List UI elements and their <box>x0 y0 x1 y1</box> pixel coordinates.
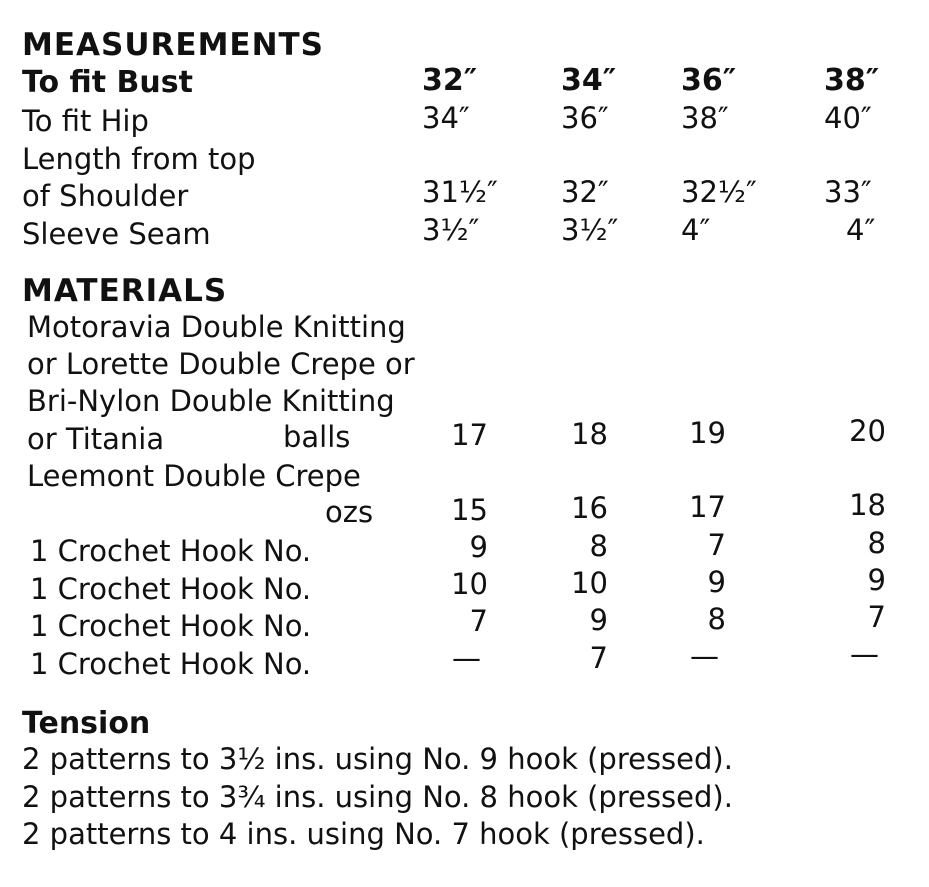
titania-unit: balls <box>283 420 351 454</box>
sleeve-label: Sleeve Seam <box>22 217 211 251</box>
hook-value: — <box>690 639 719 673</box>
sleeve-value: 3½″ <box>561 213 619 247</box>
materials-heading: MATERIALS <box>22 273 228 309</box>
tension-line: 2 patterns to 3¾ ins. using No. 8 hook (pressed). <box>22 780 733 814</box>
hook-value: 7 <box>589 641 608 675</box>
hip-value: 38″ <box>681 101 729 135</box>
tension-heading: Tension <box>22 706 151 741</box>
length-value: 33″ <box>824 175 872 209</box>
length-value: 31½″ <box>422 175 498 209</box>
hook-value: 9 <box>469 530 488 564</box>
titania-value: 18 <box>571 417 608 451</box>
hook-value: — <box>850 637 879 671</box>
hook-label: 1 Crochet Hook No. <box>30 534 312 568</box>
hook-value: 10 <box>451 567 488 601</box>
length-value: 32″ <box>561 175 609 209</box>
sleeve-value: 3½″ <box>422 213 480 247</box>
hook-value: 10 <box>571 566 608 600</box>
hook-value: 9 <box>867 563 886 597</box>
yarn-line: Motoravia Double Knitting <box>27 310 406 344</box>
titania-value: 19 <box>689 416 726 450</box>
yarn-line: or Lorette Double Crepe or <box>27 347 415 381</box>
hook-value: 7 <box>707 528 726 562</box>
bust-value: 38″ <box>824 63 880 98</box>
leemont-value: 18 <box>849 488 886 522</box>
titania-label: or Titania <box>27 422 165 456</box>
hook-label: 1 Crochet Hook No. <box>30 572 312 606</box>
hook-value: 7 <box>469 604 488 638</box>
bust-label: To fit Bust <box>22 65 193 100</box>
length-label: Length from top <box>22 142 256 176</box>
bust-value: 32″ <box>422 63 478 98</box>
leemont-value: 16 <box>571 491 608 525</box>
bust-value: 34″ <box>561 63 617 98</box>
length-value: 32½″ <box>681 175 757 209</box>
hip-value: 34″ <box>422 101 470 135</box>
yarn-line: Bri-Nylon Double Knitting <box>27 384 395 418</box>
hook-value: 9 <box>707 565 726 599</box>
hook-value: 7 <box>867 600 886 634</box>
hip-label: To fit Hip <box>22 104 149 138</box>
tension-line: 2 patterns to 4 ins. using No. 7 hook (pressed). <box>22 817 705 851</box>
hook-label: 1 Crochet Hook No. <box>30 609 312 643</box>
hip-value: 36″ <box>561 101 609 135</box>
hook-value: 8 <box>707 602 726 636</box>
titania-value: 20 <box>849 414 886 448</box>
hook-value: 9 <box>589 603 608 637</box>
tension-line: 2 patterns to 3½ ins. using No. 9 hook (pressed). <box>22 742 733 776</box>
sleeve-value: 4″ <box>846 213 876 247</box>
leemont-value: 15 <box>451 493 488 527</box>
hook-value: 8 <box>867 526 886 560</box>
hook-value: — <box>452 641 481 675</box>
sleeve-value: 4″ <box>681 213 711 247</box>
hook-label: 1 Crochet Hook No. <box>30 647 312 681</box>
measurements-heading: MEASUREMENTS <box>22 27 325 63</box>
leemont-unit: ozs <box>325 495 374 529</box>
leemont-value: 17 <box>689 490 726 524</box>
hip-value: 40″ <box>824 101 872 135</box>
hook-value: 8 <box>589 529 608 563</box>
bust-value: 36″ <box>681 63 737 98</box>
titania-value: 17 <box>451 418 488 452</box>
length-label: of Shoulder <box>22 179 189 213</box>
leemont-label: Leemont Double Crepe <box>27 459 361 493</box>
